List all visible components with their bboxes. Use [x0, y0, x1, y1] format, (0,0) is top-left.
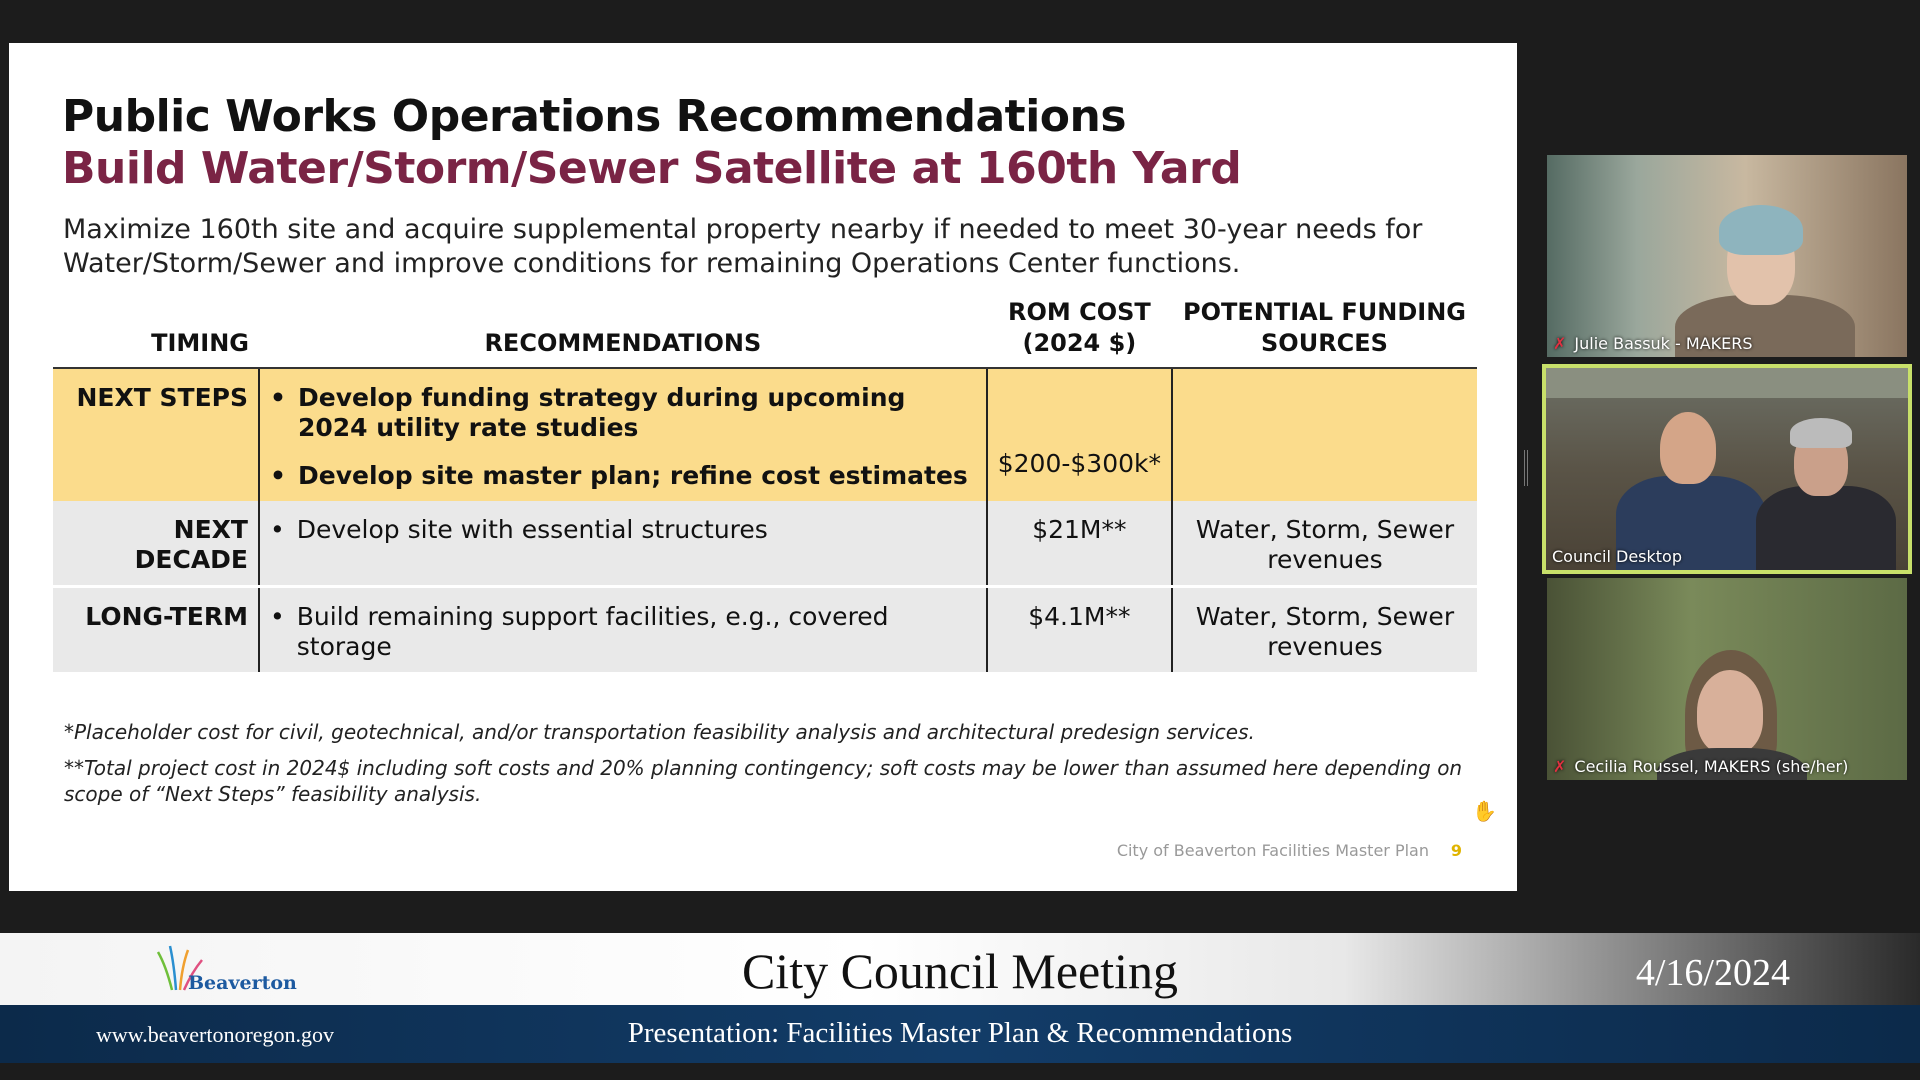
shared-slide [9, 43, 1517, 891]
table-row [53, 368, 1477, 501]
list-item: • Build remaining support facilities, e.g., covered storage [270, 602, 976, 662]
mic-off-icon: ✗ [1553, 334, 1567, 353]
footnote-2: **Total project cost in 2024$ including soft costs and 20% planning contingency; soft costs may be lower than assumed here depending on scope of “Next Steps” feasibility analysis. [64, 756, 1463, 806]
cost-cell: $4.1M** [987, 587, 1172, 673]
logo-text: Beaverton [188, 972, 297, 994]
header-cost [987, 297, 1172, 368]
participant-video [1756, 486, 1896, 574]
slide-title: Public Works Operations Recommendations [62, 91, 1127, 142]
timing-cell: NEXT STEPS [53, 368, 259, 501]
table-row [53, 587, 1477, 673]
slide-intro: Maximize 160th site and acquire supplemental property nearby if needed to meet 30-year needs for Water/Storm/Sewer and improve conditions for remaining Operations Center functions. [63, 214, 1423, 279]
recommendation-cell [259, 501, 987, 587]
participant-name-label [1553, 334, 1753, 353]
slide-footer: City of Beaverton Facilities Master Plan [1116, 841, 1429, 860]
participant-name-label [1552, 547, 1682, 566]
header-timing: TIMING [53, 297, 259, 368]
participant-video [1660, 412, 1716, 484]
meeting-title: City Council Meeting [741, 943, 1179, 999]
header-funding-line2: SOURCES [1261, 329, 1388, 357]
footnote-1: *Placeholder cost for civil, geotechnical, and/or transportation feasibility analysis and architectural predesign services. [64, 720, 1255, 744]
website-url: www.beavertonoregon.gov [96, 1022, 335, 1047]
recommendations-table [53, 297, 1477, 672]
meeting-date: 4/16/2024 [1635, 952, 1790, 994]
cost-cell: $21M** [987, 501, 1172, 587]
raise-hand-icon[interactable]: ✋ [1472, 799, 1497, 823]
participant-name: Cecilia Roussel, MAKERS (she/her) [1574, 757, 1849, 776]
recommendation-text: Develop site with essential structures [296, 515, 768, 544]
panel-resize-handle[interactable] [1524, 450, 1528, 486]
funding-cell [1172, 368, 1477, 501]
presentation-title: Presentation: Facilities Master Plan & Recommendations [627, 1017, 1293, 1049]
recommendation-text: Develop funding strategy during upcoming 2024 utility rate studies [297, 383, 906, 442]
timing-cell: NEXT DECADE [53, 501, 259, 587]
recommendation-cell [259, 368, 987, 501]
funding-cell: Water, Storm, Sewer revenues [1172, 587, 1477, 673]
table-row [53, 501, 1477, 587]
participant-tile-active[interactable] [1542, 364, 1912, 574]
header-cost-line2: (2024 $) [1022, 329, 1137, 357]
cost-value: $200-$300k* [997, 449, 1161, 478]
header-funding [1172, 297, 1477, 368]
participant-video [1546, 368, 1912, 398]
list-item: • Develop funding strategy during upcoming 2024 utility rate studies [270, 383, 976, 443]
participant-name: Julie Bassuk - MAKERS [1574, 334, 1753, 353]
participant-name-label [1553, 757, 1848, 776]
slide-subtitle: Build Water/Storm/Sewer Satellite at 160th Yard [62, 143, 1242, 194]
recommendation-text: Develop site master plan; refine cost estimates [297, 461, 968, 490]
recommendation-cell [259, 587, 987, 673]
list-item: • Develop site master plan; refine cost estimates [270, 461, 968, 490]
participant-tile[interactable] [1547, 578, 1907, 780]
header-recommendations: RECOMMENDATIONS [259, 297, 987, 368]
timing-cell: LONG-TERM [53, 587, 259, 673]
participant-tile[interactable] [1547, 155, 1907, 357]
slide-page-number: 9 [1450, 841, 1462, 860]
cost-cell [987, 368, 1172, 501]
funding-cell: Water, Storm, Sewer revenues [1172, 501, 1477, 587]
header-cost-line1: ROM COST [1007, 298, 1151, 326]
list-item: • Develop site with essential structures [270, 515, 768, 544]
header-funding-line1: POTENTIAL FUNDING [1183, 298, 1466, 326]
recommendation-text: Build remaining support facilities, e.g., covered storage [296, 602, 889, 661]
participant-video [1697, 670, 1763, 754]
participant-name: Council Desktop [1552, 547, 1682, 566]
participant-video [1790, 418, 1852, 448]
mic-off-icon: ✗ [1553, 757, 1567, 776]
table-header-row [53, 297, 1477, 368]
participant-video [1719, 205, 1803, 255]
